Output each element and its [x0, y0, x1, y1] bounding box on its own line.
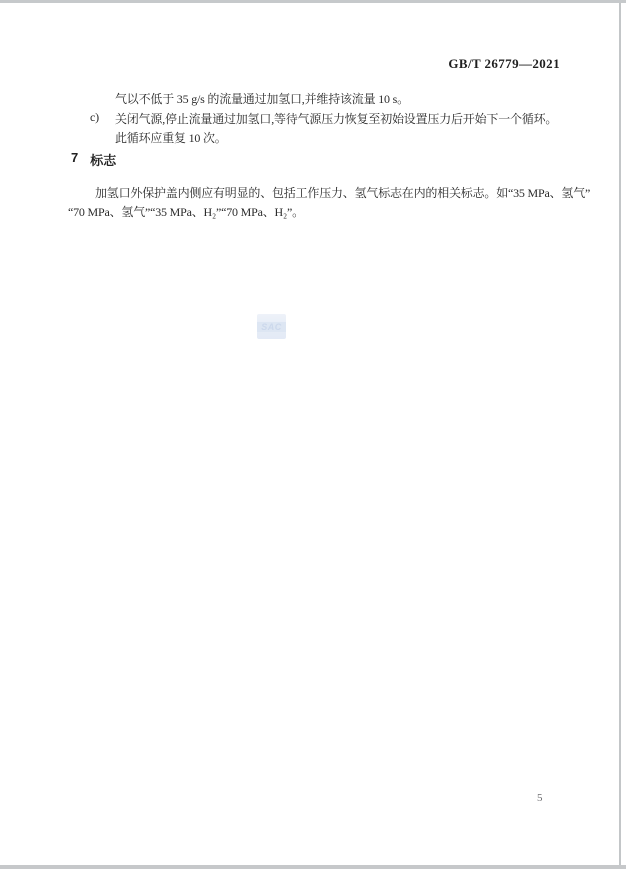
section-7-paragraph-line1: 加氢口外保护盖内侧应有明显的、包括工作压力、氢气标志在内的相关标志。如“35 MPa、氢气” — [95, 186, 591, 200]
section-number: 7 — [71, 150, 79, 165]
sac-watermark-label: SAC — [257, 322, 286, 332]
scan-edge-top — [0, 0, 626, 3]
page-number: 5 — [537, 792, 543, 804]
standard-code-header: GB/T 26779—2021 — [448, 56, 560, 71]
scan-edge-bottom — [0, 865, 626, 869]
section-7-heading — [71, 150, 116, 169]
list-item-c-line2: 此循环应重复 10 次。 — [115, 131, 227, 145]
section-7-paragraph-line2: “70 MPa、氢气”“35 MPa、H₂”“70 MPa、H₂”。 — [68, 205, 304, 219]
list-item-c-marker: c) — [90, 110, 99, 124]
list-item-c-line1: 关闭气源,停止流量通过加氢口,等待气源压力恢复至初始设置压力后开始下一个循环。 — [115, 112, 558, 126]
sac-watermark — [257, 314, 286, 339]
list-item-b-continuation: 气以不低于 35 g/s 的流量通过加氢口,并维持该流量 10 s。 — [115, 92, 409, 106]
section-title: 标志 — [90, 153, 117, 168]
scan-edge-right — [619, 3, 621, 865]
